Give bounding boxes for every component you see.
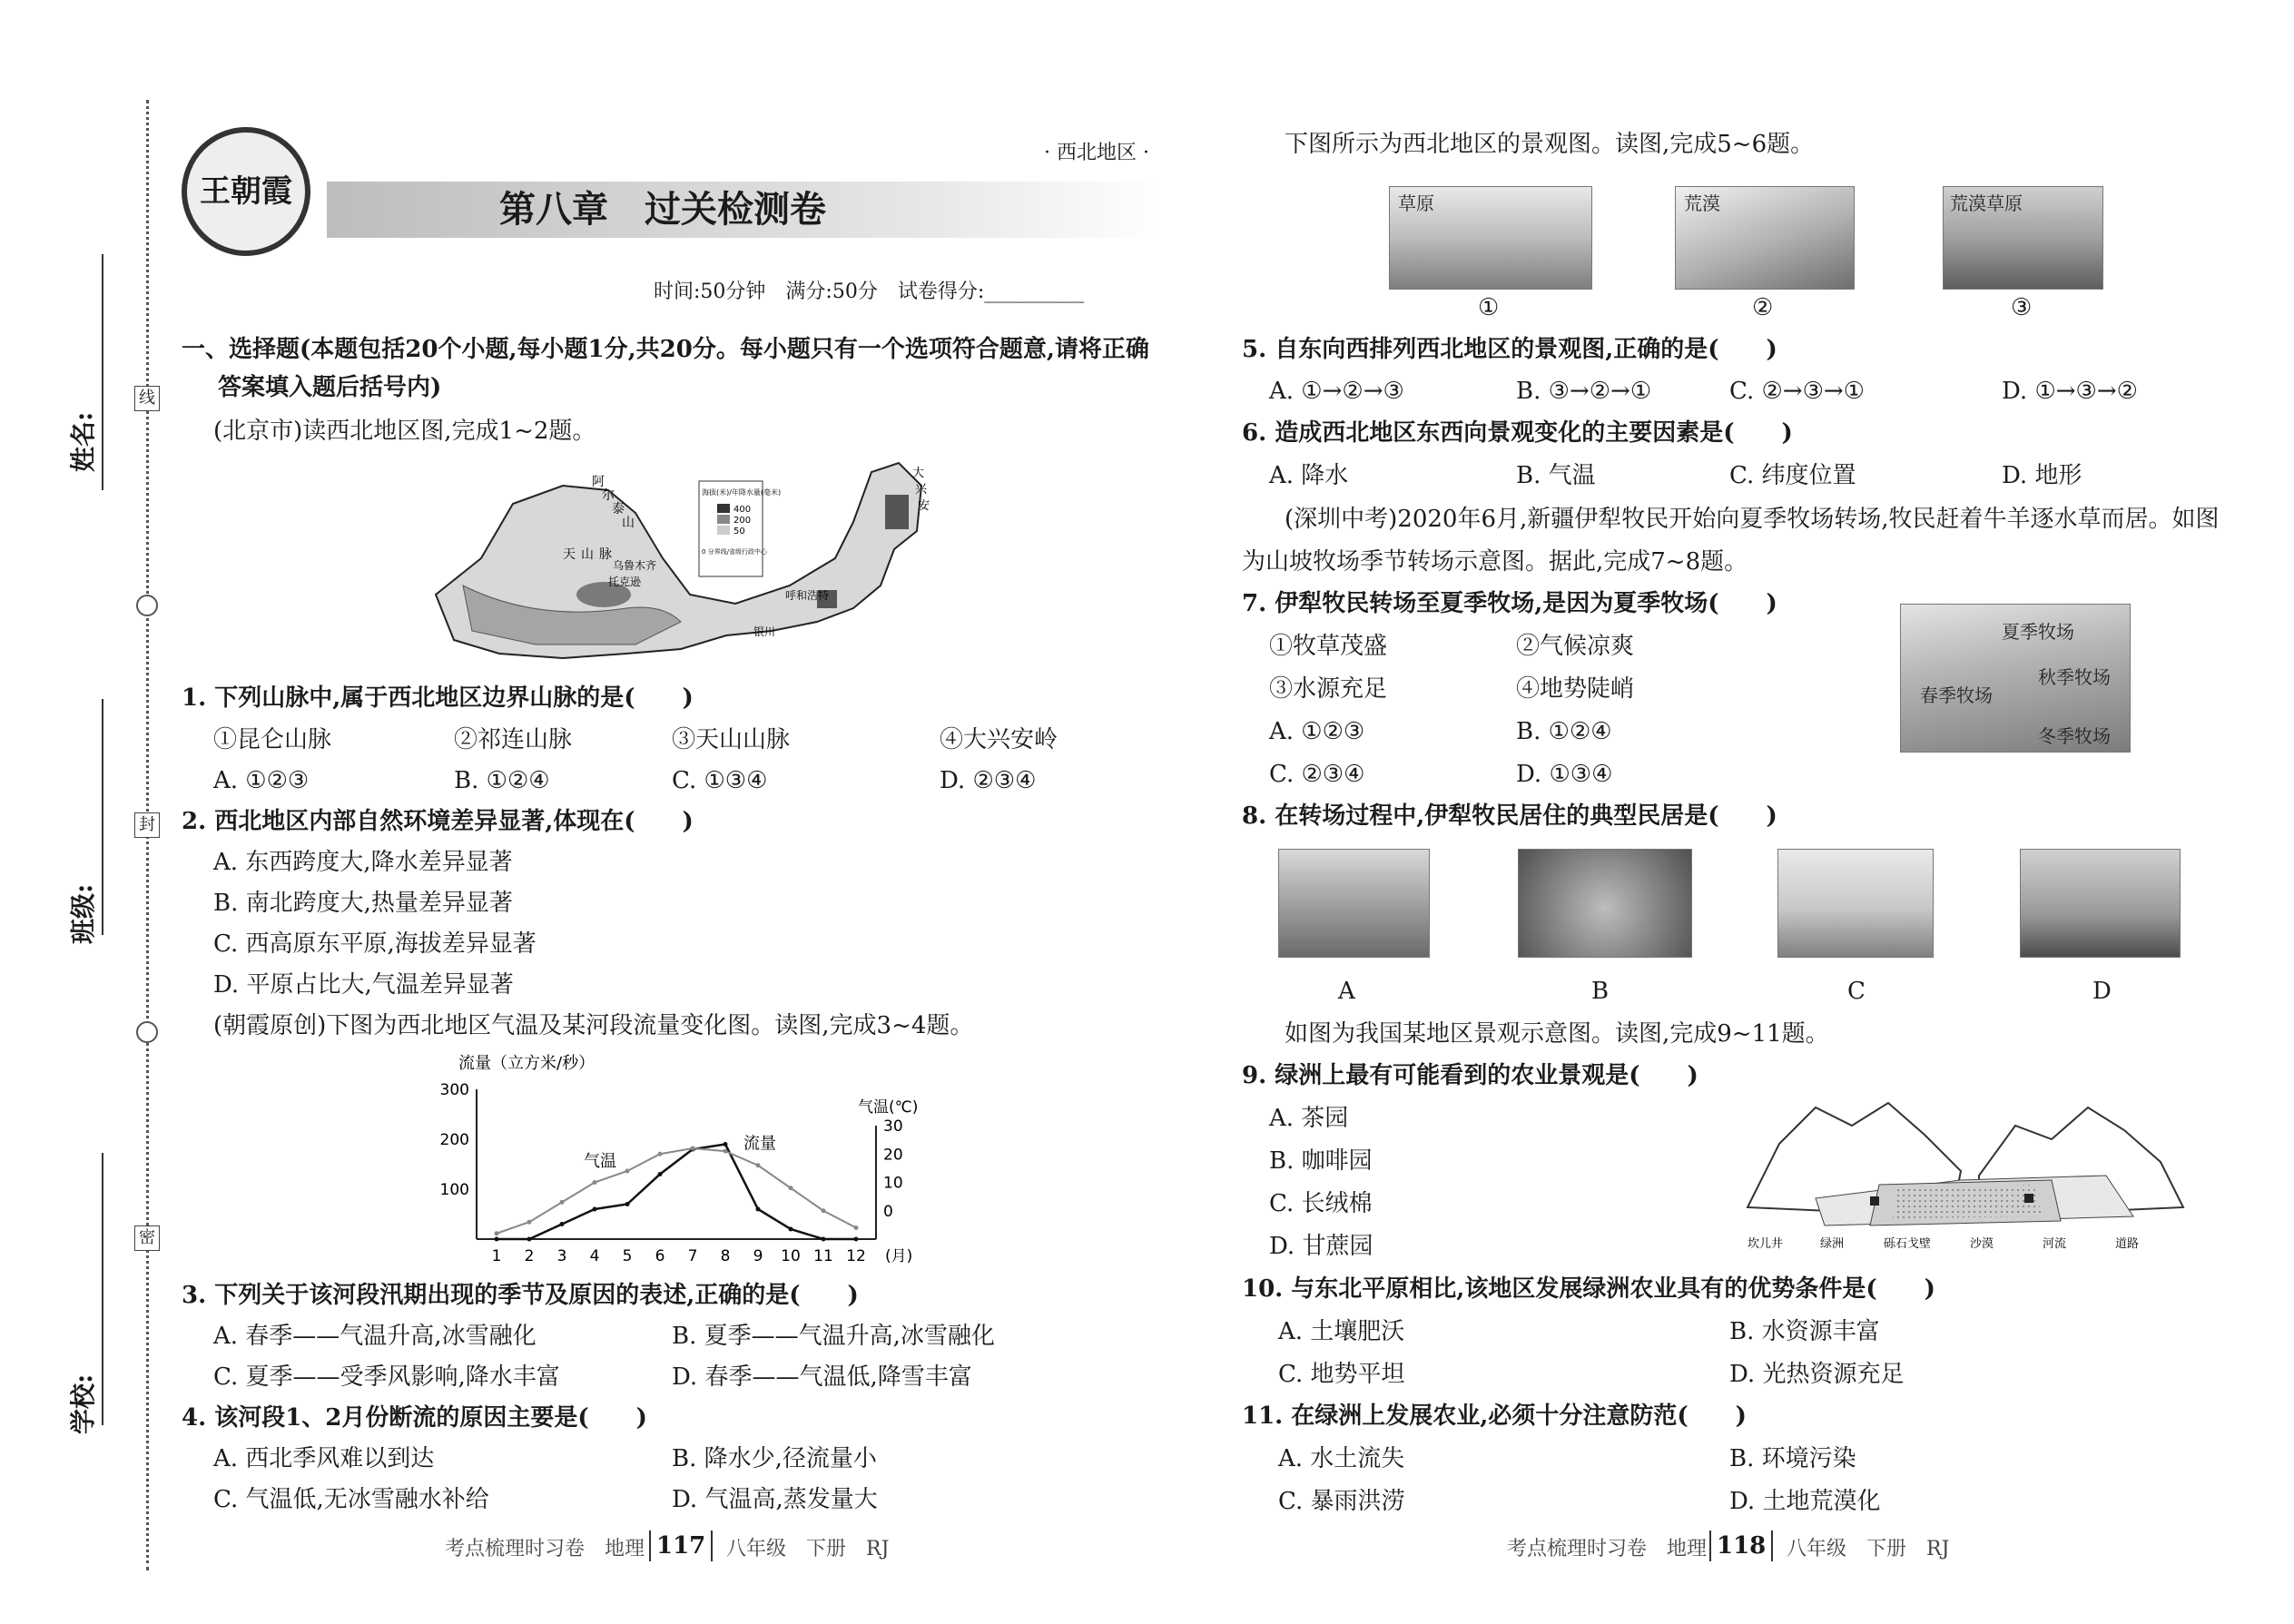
q2-option-b[interactable]: B. 南北跨度大,热量差异显著 (213, 890, 513, 917)
map-label-j: 呼和浩特 (785, 589, 830, 602)
chart-point (789, 1227, 793, 1232)
q7-option-b[interactable]: B. ①②④ (1516, 718, 1612, 745)
chart-ylabel-1: 流量（立方米/秒） (458, 1054, 596, 1073)
chart-x-tick: 1 (491, 1247, 502, 1265)
q10-option-b[interactable]: B. 水资源丰富 (1729, 1318, 1880, 1345)
chart-x-tick: 10 (781, 1247, 801, 1265)
chart-x-tick: 7 (687, 1247, 698, 1265)
chart-point (593, 1180, 597, 1185)
photo-2-num: ② (1752, 294, 1774, 321)
logo-text: 王朝霞 (200, 173, 292, 210)
q4-option-b[interactable]: B. 降水少,径流量小 (672, 1445, 877, 1472)
chart-series-label: 流量 (743, 1134, 776, 1154)
question-11: 11. 在绿洲上发展农业,必须十分注意防范( ) (1242, 1403, 1747, 1430)
chart-point (625, 1169, 630, 1174)
school-field[interactable] (102, 1153, 103, 1425)
q2-option-a[interactable]: A. 东西跨度大,降水差异显著 (213, 849, 513, 876)
map-label-c: 泰 (612, 502, 625, 517)
q11-option-b[interactable]: B. 环境污染 (1729, 1445, 1856, 1472)
region-tag: · 西北地区 · (1044, 142, 1149, 164)
footer-right-book: 考点梳理时习卷 地理 (1507, 1538, 1708, 1560)
section-heading: 一、选择题(本题包括20个小题,每小题1分,共20分。每小题只有一个选项符合题意,请将正确 (182, 336, 1149, 363)
q4-option-a[interactable]: A. 西北季风难以到达 (213, 1445, 435, 1472)
intro-q3-4: (朝霞原创)下图为西北地区气温及某河段流量变化图。读图,完成3~4题。 (213, 1012, 974, 1039)
question-2: 2. 西北地区内部自然环境差异显著,体现在( ) (182, 808, 694, 835)
chart-point (495, 1237, 499, 1242)
dwelling-photo-c (1777, 849, 1934, 958)
chart-x-tick: 4 (589, 1247, 600, 1265)
question-6: 6. 造成西北地区东西向景观变化的主要因素是( ) (1242, 419, 1793, 447)
q4-option-c[interactable]: C. 气温低,无冰雪融水补给 (213, 1486, 489, 1513)
q6-option-a[interactable]: A. 降水 (1269, 462, 1349, 489)
chart-y2-tick: 20 (883, 1146, 903, 1165)
chart-point (854, 1237, 859, 1242)
q1-item-1: ①昆仑山脉 (213, 726, 332, 753)
map-label-a: 阿 (592, 475, 605, 489)
q3-option-a[interactable]: A. 春季——气温升高,冰雪融化 (213, 1323, 537, 1350)
dwelling-photo-a (1278, 849, 1430, 958)
chart-y-tick: 100 (439, 1181, 469, 1199)
intro-q5-6: 下图所示为西北地区的景观图。读图,完成5~6题。 (1285, 131, 1815, 158)
map-legend-50: 50 (733, 527, 745, 536)
q1-item-4: ④大兴安岭 (940, 726, 1058, 753)
chart-series-label: 气温 (584, 1152, 616, 1171)
map-label-h: 乌鲁木齐 (613, 559, 657, 572)
photo-1-tag: 草原 (1398, 192, 1434, 214)
q1-option-d[interactable]: D. ②③④ (940, 767, 1037, 794)
q9-option-b[interactable]: B. 咖啡园 (1269, 1147, 1373, 1175)
chart-point (822, 1208, 826, 1213)
chart-point (756, 1207, 761, 1212)
chart-x-tick: 11 (813, 1247, 833, 1265)
q8-option-c[interactable]: C (1847, 978, 1866, 1005)
q11-option-a[interactable]: A. 水土流失 (1278, 1445, 1405, 1472)
photo-1-num: ① (1478, 294, 1500, 321)
oasis-legend-3: 砾石戈壁 (1884, 1237, 1932, 1251)
chart-point (724, 1142, 728, 1147)
time-info: 时间:50分钟 满分:50分 试卷得分:__________ (654, 281, 1085, 303)
map-label-n: 安 (918, 499, 930, 513)
flow-temperature-chart (422, 1048, 930, 1271)
map-label-d: 山 (622, 516, 635, 530)
oasis-legend-4: 沙漠 (1970, 1237, 1994, 1251)
chart-x-tick: 3 (556, 1247, 567, 1265)
section-heading-cont: 答案填入题后括号内) (218, 374, 442, 401)
oasis-diagram (1743, 1089, 2188, 1253)
chart-x-tick: 2 (524, 1247, 535, 1265)
photo-2-tag: 荒漠 (1684, 192, 1720, 214)
school-label: 学校: (68, 1373, 98, 1434)
map-label-e: 天 (563, 547, 576, 562)
oasis-legend-5: 河流 (2043, 1237, 2067, 1251)
oasis-legend-6: 道路 (2115, 1237, 2140, 1251)
chart-x-tick: 5 (622, 1247, 633, 1265)
binding-hole-2 (136, 1021, 158, 1043)
q9-option-c[interactable]: C. 长绒棉 (1269, 1190, 1373, 1217)
chart-x-tick: 6 (655, 1247, 665, 1265)
q2-option-c[interactable]: C. 西高原东平原,海拔差异显著 (213, 930, 537, 958)
q10-option-c[interactable]: C. 地势平坦 (1278, 1361, 1405, 1388)
q6-option-b[interactable]: B. 气温 (1516, 462, 1596, 489)
q1-option-a[interactable]: A. ①②③ (213, 767, 310, 794)
q1-option-b[interactable]: B. ①②④ (454, 767, 550, 794)
q3-option-c[interactable]: C. 夏季——受季风影响,降水丰富 (213, 1363, 560, 1391)
question-1: 1. 下列山脉中,属于西北地区边界山脉的是( ) (182, 684, 694, 712)
q11-option-c[interactable]: C. 暴雨洪涝 (1278, 1488, 1405, 1515)
chart-point (658, 1152, 663, 1156)
q5-option-a[interactable]: A. ①→②→③ (1269, 378, 1404, 405)
class-label: 班级: (68, 883, 98, 944)
chart-point (691, 1147, 695, 1151)
map-legend-200: 200 (733, 516, 752, 526)
chart-x-tick: 9 (753, 1247, 763, 1265)
chart-point (560, 1200, 565, 1205)
q1-item-3: ③天山山脉 (672, 726, 791, 753)
question-8: 8. 在转场过程中,伊犁牧民居住的典型民居是( ) (1242, 802, 1777, 830)
photo-3-num: ③ (2011, 294, 2033, 321)
seal-mark-1: 线 (134, 386, 160, 411)
page-title: 第八章 过关检测卷 (499, 188, 826, 231)
chart-y2-tick: 30 (883, 1117, 903, 1136)
question-7: 7. 伊犁牧民转场至夏季牧场,是因为夏季牧场( ) (1242, 590, 1777, 617)
q7-option-d[interactable]: D. ①③④ (1516, 761, 1613, 788)
q10-option-d[interactable]: D. 光热资源充足 (1729, 1361, 1905, 1388)
chart-point (527, 1237, 532, 1242)
map-legend-note: 0 分界线/省级行政中心 (702, 548, 768, 556)
name-label: 姓名: (68, 411, 98, 472)
q3-option-d[interactable]: D. 春季——气温低,降雪丰富 (672, 1363, 972, 1391)
q6-option-d[interactable]: D. 地形 (2002, 462, 2082, 489)
question-5: 5. 自东向西排列西北地区的景观图,正确的是( ) (1242, 336, 1777, 363)
dwelling-photo-d (2020, 849, 2181, 958)
chart-y2-tick: 10 (883, 1174, 903, 1193)
footer-left-grade: 八年级 下册 RJ (726, 1538, 890, 1560)
q9-option-d[interactable]: D. 甘蔗园 (1269, 1233, 1373, 1260)
name-field[interactable] (102, 254, 103, 490)
map-label-b: 尔 (602, 488, 615, 503)
chart-x-tick: 12 (846, 1247, 866, 1265)
q7-item-2: ②气候凉爽 (1516, 633, 1635, 660)
map-label-g: 脉 (599, 547, 612, 562)
intro-q1-2: (北京市)读西北地区图,完成1~2题。 (213, 418, 596, 445)
chart-point (724, 1149, 728, 1154)
chart-y2-label: 气温(℃) (858, 1098, 919, 1117)
q2-option-d[interactable]: D. 平原占比大,气温差异显著 (213, 971, 514, 999)
q5-option-b[interactable]: B. ③→②→① (1516, 378, 1652, 405)
map-label-k: 银川 (753, 625, 776, 638)
intro-q9-11: 如图为我国某地区景观示意图。读图,完成9~11题。 (1285, 1020, 1829, 1048)
question-4: 4. 该河段1、2月份断流的原因主要是( ) (182, 1404, 647, 1432)
q7-item-4: ④地势陡峭 (1516, 675, 1635, 703)
q5-option-d[interactable]: D. ①→③→② (2002, 378, 2138, 405)
q4-option-d[interactable]: D. 气温高,蒸发量大 (672, 1486, 878, 1513)
q7-item-3: ③水源充足 (1269, 675, 1388, 703)
binding-hole-1 (136, 595, 158, 616)
q11-option-d[interactable]: D. 土地荒漠化 (1729, 1488, 1881, 1515)
oasis-legend-1: 坎儿井 (1748, 1237, 1784, 1251)
northwest-map (427, 449, 935, 672)
pasture-autumn: 秋季牧场 (2038, 666, 2111, 688)
q5-option-c[interactable]: C. ②→③→① (1729, 378, 1865, 405)
pasture-summer: 夏季牧场 (2002, 621, 2074, 643)
q8-option-b[interactable]: B (1591, 978, 1610, 1005)
q10-option-a[interactable]: A. 土壤肥沃 (1278, 1318, 1405, 1345)
dwelling-photo-b (1518, 849, 1692, 958)
q1-item-2: ②祁连山脉 (454, 726, 573, 753)
pasture-spring: 春季牧场 (1920, 684, 1993, 706)
oasis-legend-2: 绿洲 (1820, 1237, 1845, 1251)
chart-y-tick: 200 (439, 1131, 469, 1149)
q8-option-a[interactable]: A (1338, 978, 1355, 1005)
pasture-winter: 冬季牧场 (2038, 725, 2111, 747)
chart-y2-tick: 0 (883, 1202, 893, 1221)
map-legend-400: 400 (733, 505, 752, 515)
chart-x-label: (月) (885, 1247, 913, 1265)
q6-option-c[interactable]: C. 纬度位置 (1729, 462, 1856, 489)
question-10: 10. 与东北平原相比,该地区发展绿洲农业具有的优势条件是( ) (1242, 1275, 1935, 1303)
q7-option-c[interactable]: C. ②③④ (1269, 761, 1365, 788)
map-label-m: 兴 (915, 483, 928, 497)
footer-right-grade: 八年级 下册 RJ (1787, 1538, 1950, 1560)
chart-point (495, 1231, 499, 1235)
footer-left-book: 考点梳理时习卷 地理 (445, 1538, 645, 1560)
q7-item-1: ①牧草茂盛 (1269, 633, 1388, 660)
chart-point (789, 1186, 793, 1190)
seal-mark-3: 密 (134, 1225, 160, 1251)
class-field[interactable] (102, 699, 103, 935)
question-3: 3. 下列关于该河段汛期出现的季节及原因的表述,正确的是( ) (182, 1282, 859, 1309)
chart-point (822, 1237, 826, 1242)
map-label-i: 托克逊 (608, 576, 642, 588)
intro-q7-8-cont: 为山坡牧场季节转场示意图。据此,完成7~8题。 (1242, 548, 1748, 576)
chart-x-tick: 8 (720, 1247, 731, 1265)
logo-badge (182, 127, 310, 256)
seal-mark-2: 封 (134, 812, 160, 838)
chart-point (658, 1172, 663, 1176)
q9-option-a[interactable]: A. 茶园 (1269, 1105, 1349, 1132)
q8-option-d[interactable]: D (2092, 978, 2112, 1005)
chart-point (560, 1222, 565, 1226)
footer-left-page: 117 (649, 1530, 713, 1561)
q7-option-a[interactable]: A. ①②③ (1269, 718, 1365, 745)
footer-right-page: 118 (1709, 1530, 1773, 1561)
chart-point (593, 1207, 597, 1212)
chart-point (527, 1220, 532, 1225)
chart-point (854, 1225, 859, 1230)
map-legend-title: 海拔(米)/年降水量(毫米) (702, 488, 782, 497)
chart-point (756, 1163, 761, 1167)
chart-y-tick: 300 (439, 1081, 469, 1099)
q1-option-c[interactable]: C. ①③④ (672, 767, 768, 794)
question-9: 9. 绿洲上最有可能看到的农业景观是( ) (1242, 1062, 1698, 1089)
intro-q7-8: (深圳中考)2020年6月,新疆伊犁牧民开始向夏季牧场转场,牧民赶着牛羊逐水草而居。如图 (1285, 506, 2220, 533)
q3-option-b[interactable]: B. 夏季——气温升高,冰雪融化 (672, 1323, 995, 1350)
map-label-f: 山 (581, 547, 594, 562)
chart-series-1 (497, 1145, 856, 1240)
photo-3-tag: 荒漠草原 (1950, 192, 2023, 214)
map-label-l: 大 (912, 467, 925, 480)
chart-point (625, 1202, 630, 1206)
